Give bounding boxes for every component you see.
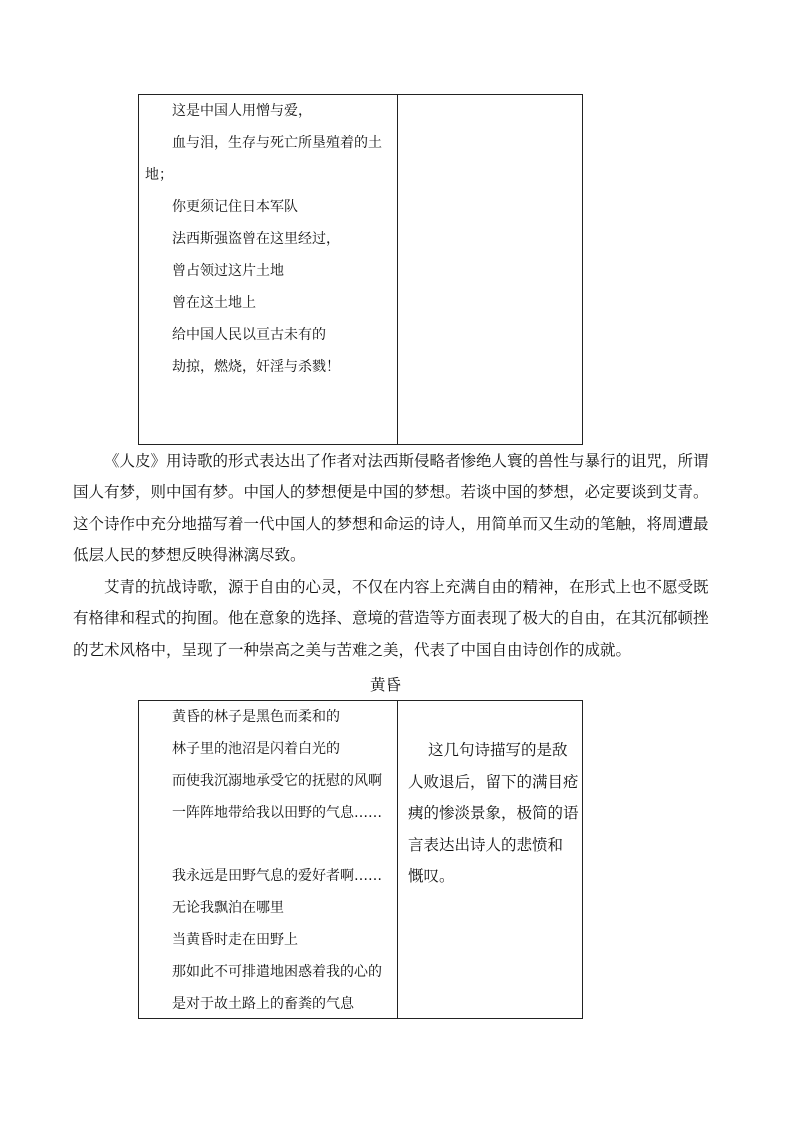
paragraph2-line: 的艺术风格中，呈现了一种崇高之美与苦难之美，代表了中国自由诗创作的成就。 xyxy=(73,641,632,659)
poem2-line: 那如此不可排遣地困惑着我的心的 xyxy=(172,964,382,980)
poem1-line: 地； xyxy=(145,167,173,183)
poem1-line: 劫掠，燃烧，奸淫与杀戮！ xyxy=(172,359,340,375)
poem2-line: 当黄昏时走在田野上 xyxy=(172,932,298,948)
poem1-line: 给中国人民以亘古未有的 xyxy=(172,327,326,343)
poem2-line: 是对于故土路上的畜粪的气息 xyxy=(172,996,354,1012)
paragraph1-line: 《人皮》用诗歌的形式表达出了作者对法西斯侵略者惨绝人寰的兽性与暴行的诅咒，所谓 xyxy=(104,452,709,470)
poem2-line: 一阵阵地带给我以田野的气息…… xyxy=(172,805,382,821)
poem2-line: 无论我飘泊在哪里 xyxy=(172,900,284,916)
poem2-column-divider xyxy=(397,701,398,1018)
paragraph1-line: 这个诗作中充分地描写着一代中国人的梦想和命运的诗人，用简单而又生动的笔触，将周遭最 xyxy=(73,515,709,533)
poem2-note-line: 人败退后，留下的满目疮 xyxy=(408,773,579,791)
poem2-line: 我永远是田野气息的爱好者啊…… xyxy=(172,868,382,884)
poem2-title: 黄昏 xyxy=(370,676,402,694)
poem2-line: 林子里的池沼是闪着白光的 xyxy=(172,741,340,757)
poem1-line: 血与泪，生存与死亡所垦殖着的土 xyxy=(172,135,382,151)
poem1-line: 曾占领过这片土地 xyxy=(172,263,284,279)
poem2-line: 而使我沉溺地承受它的抚慰的风啊 xyxy=(172,773,382,789)
poem1-line: 曾在这土地上 xyxy=(172,295,256,311)
poem1-column-divider xyxy=(397,95,398,444)
poem2-line: 黄昏的林子是黑色而柔和的 xyxy=(172,709,340,725)
paragraph2-line: 艾青的抗战诗歌，源于自由的心灵，不仅在内容上充满自由的精神，在形式上也不愿受既 xyxy=(104,578,709,596)
paragraph2-line: 有格律和程式的拘囿。他在意象的选择、意境的营造等方面表现了极大的自由，在其沉郁顿挫 xyxy=(73,609,709,627)
poem2-note-line: 这几句诗描写的是敌 xyxy=(428,741,568,759)
poem2-note-line: 痍的惨淡景象，极简的语 xyxy=(408,804,579,822)
poem1-line: 法西斯强盗曾在这里经过， xyxy=(172,231,340,247)
paragraph1-line: 低层人民的梦想反映得淋漓尽致。 xyxy=(73,546,306,564)
poem1-line: 这是中国人用憎与爱， xyxy=(172,103,312,119)
paragraph1-line: 国人有梦，则中国有梦。中国人的梦想便是中国的梦想。若谈中国的梦想，必定要谈到艾青。 xyxy=(73,483,709,501)
poem2-note-line: 言表达出诗人的悲愤和 xyxy=(408,836,564,854)
poem2-note-line: 慨叹。 xyxy=(408,867,455,885)
poem1-line: 你更须记住日本军队 xyxy=(172,199,298,215)
